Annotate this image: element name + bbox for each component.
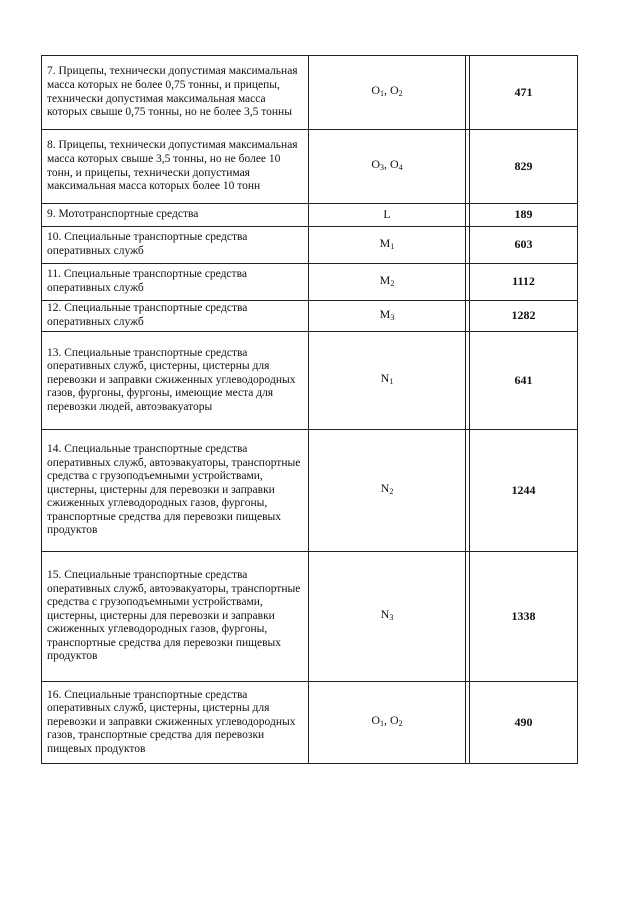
tariff-table	[41, 55, 578, 764]
category-letter: M	[379, 306, 391, 321]
vehicle-category	[309, 264, 466, 301]
vehicle-description: 8. Прицепы, технически допустимая максимальная масса которых свыше 3,5 тонны, но не более 10 тонн, и прицепы, технически допустимая максимальная масса которых более 10 тонн	[42, 130, 309, 204]
table-row	[42, 130, 578, 204]
category-letter: M	[379, 272, 391, 287]
vehicle-category	[309, 56, 466, 130]
category-letter: M	[379, 235, 391, 250]
category-index: 1	[390, 241, 395, 251]
table-row	[42, 682, 578, 764]
table-row	[42, 56, 578, 130]
category-letter: O	[371, 83, 380, 98]
category-index: 3	[389, 613, 394, 623]
table-row	[42, 332, 578, 430]
tariff-value: 829	[470, 130, 578, 204]
category-index: 1	[389, 377, 394, 387]
category-letter: , O	[384, 83, 399, 98]
category-index: 2	[398, 89, 403, 99]
category-index: 2	[389, 487, 394, 497]
tariff-table-body	[42, 56, 578, 764]
category-index: 1	[380, 89, 384, 99]
tariff-value: 603	[470, 227, 578, 264]
tariff-value: 1338	[470, 552, 578, 682]
category-letter: N	[380, 607, 390, 622]
tariff-value: 1282	[470, 301, 578, 332]
vehicle-category	[309, 130, 466, 204]
tariff-value: 490	[470, 682, 578, 764]
category-letter: , O	[384, 713, 399, 728]
category-letter: O	[371, 157, 380, 172]
tariff-value: 471	[470, 56, 578, 130]
category-index: 3	[390, 312, 395, 322]
vehicle-description: 9. Мототранспортные средства	[42, 204, 309, 227]
category-letter: O	[371, 713, 380, 728]
tariff-value: 1244	[470, 430, 578, 552]
vehicle-description: 16. Специальные транспортные средства оперативных служб, цистерны, цистерны для перевозки и заправки сжиженных углеводородных газов, транспортные средства для перевозки пищевых продуктов	[42, 682, 309, 764]
tariff-value: 641	[470, 332, 578, 430]
vehicle-description: 7. Прицепы, технически допустимая максимальная масса которых не более 0,75 тонны, и прицепы, технически допустимая максимальная масса которых свыше 0,75 тонны, но не более 3,5 тонны	[42, 56, 309, 130]
vehicle-description: 10. Специальные транспортные средства оперативных служб	[42, 227, 309, 264]
category-index: 3	[380, 163, 384, 173]
category-index: 4	[398, 163, 403, 173]
vehicle-description: 11. Специальные транспортные средства оперативных служб	[42, 264, 309, 301]
category-letter: L	[383, 207, 391, 222]
vehicle-category	[309, 227, 466, 264]
vehicle-category	[309, 682, 466, 764]
tariff-value: 1112	[470, 264, 578, 301]
vehicle-category	[309, 552, 466, 682]
table-row	[42, 301, 578, 332]
vehicle-description: 12. Специальные транспортные средства оперативных служб	[42, 301, 309, 332]
table-row	[42, 264, 578, 301]
vehicle-category	[309, 332, 466, 430]
vehicle-category	[309, 430, 466, 552]
vehicle-description: 15. Специальные транспортные средства оперативных служб, автоэвакуаторы, транспортные средства с грузоподъемными устройствами, цистерны, цистерны для перевозки и заправки сжиженных углеводородных газов, фургоны, транспортные средства для перевозки пищевых продуктов	[42, 552, 309, 682]
tariff-value: 189	[470, 204, 578, 227]
category-index: 2	[398, 719, 403, 729]
table-row	[42, 204, 578, 227]
vehicle-category	[309, 301, 466, 332]
table-row	[42, 227, 578, 264]
vehicle-description: 14. Специальные транспортные средства оперативных служб, автоэвакуаторы, транспортные средства с грузоподъемными устройствами, цистерны, цистерны для перевозки и заправки сжиженных углеводородных газов, фургоны, транспортные средства для перевозки пищевых продуктов	[42, 430, 309, 552]
table-row	[42, 430, 578, 552]
category-index: 1	[380, 719, 384, 729]
table-row	[42, 552, 578, 682]
category-letter: N	[380, 481, 390, 496]
vehicle-category	[309, 204, 466, 227]
category-letter: , O	[384, 157, 399, 172]
category-index: 2	[390, 278, 395, 288]
category-letter: N	[380, 371, 390, 386]
vehicle-description: 13. Специальные транспортные средства оперативных служб, цистерны, цистерны для перевозки и заправки сжиженных углеводородных газов, фургоны, фургоны, имеющие места для перевозки людей, автоэвакуаторы	[42, 332, 309, 430]
